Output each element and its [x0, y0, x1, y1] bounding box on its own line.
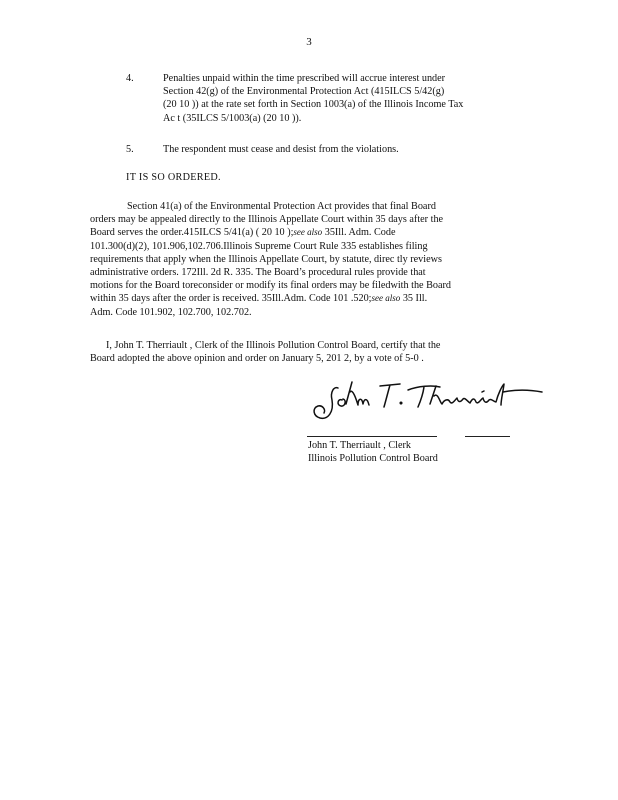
signer-block — [308, 439, 438, 466]
certification-paragraph — [90, 339, 509, 365]
paragraph-line: administrative orders. 172Ill. 2d R. 335. The Board’s procedural rules provide that — [90, 267, 426, 279]
item-line: Ac t (35ILCS 5/1003(a) (20 10 )). — [163, 112, 302, 124]
clerk-signature — [308, 378, 548, 424]
paragraph-line: I, John T. Therriault , Clerk of the Illinois Pollution Control Board, certify that the — [106, 340, 441, 351]
paragraph-line: requirements that apply when the Illinois Appellate Court, by statute, direc tly reviews — [90, 253, 442, 265]
signature-line-end — [465, 436, 510, 437]
signer-organization: Illinois Pollution Control Board — [308, 453, 438, 465]
signer-name: John T. Therriault , Clerk — [308, 440, 411, 451]
see-also-italic: see also — [371, 293, 401, 304]
item-text — [163, 143, 497, 156]
appeal-paragraph — [90, 200, 509, 319]
text-run: 35Ill. Adm. Code — [322, 227, 396, 239]
paragraph-line: Adm. Code 101.902, 102.700, 102.702. — [90, 306, 252, 318]
text-run: within 35 days after the order is received. 35Ill.Adm. Code 101 .520; — [90, 293, 372, 305]
item-line: Section 42(g) of the Environmental Protection Act (415ILCS 5/42(g) — [163, 86, 445, 98]
paragraph-line — [90, 226, 509, 239]
paragraph-line: Board adopted the above opinion and order on January 5, 201 2, by a vote of 5-0 . — [90, 353, 424, 365]
page-number: 3 — [306, 36, 312, 48]
paragraph-line: 101.300(d)(2), 101.906,102.706.Illinois Supreme Court Rule 335 establishes filing — [90, 240, 428, 252]
item-line: (20 10 )) at the rate set forth in Section 1003(a) of the Illinois Income Tax — [163, 99, 464, 111]
paragraph-line: motions for the Board toreconsider or modify its final orders may be filedwith the Board — [90, 280, 452, 292]
item-line: Penalties unpaid within the time prescribed will accrue interest under — [163, 73, 446, 84]
item-line: The respondent must cease and desist from the violations. — [163, 144, 399, 155]
order-statement: IT IS SO ORDERED. — [126, 172, 221, 183]
paragraph-line: orders may be appealed directly to the Illinois Appellate Court within 35 days after the — [90, 214, 444, 226]
see-also-italic: see also — [293, 227, 323, 238]
item-text — [163, 72, 497, 125]
signature-line — [307, 436, 437, 437]
paragraph-line — [90, 292, 509, 305]
item-number: 5. — [126, 144, 134, 155]
item-number: 4. — [126, 73, 134, 84]
text-run: Board serves the order.415ILCS 5/41(a) ( 20 10 ); — [90, 227, 294, 239]
paragraph-line: Section 41(a) of the Environmental Protection Act provides that final Board — [127, 201, 436, 212]
text-run: 35 Ill. — [400, 293, 428, 305]
